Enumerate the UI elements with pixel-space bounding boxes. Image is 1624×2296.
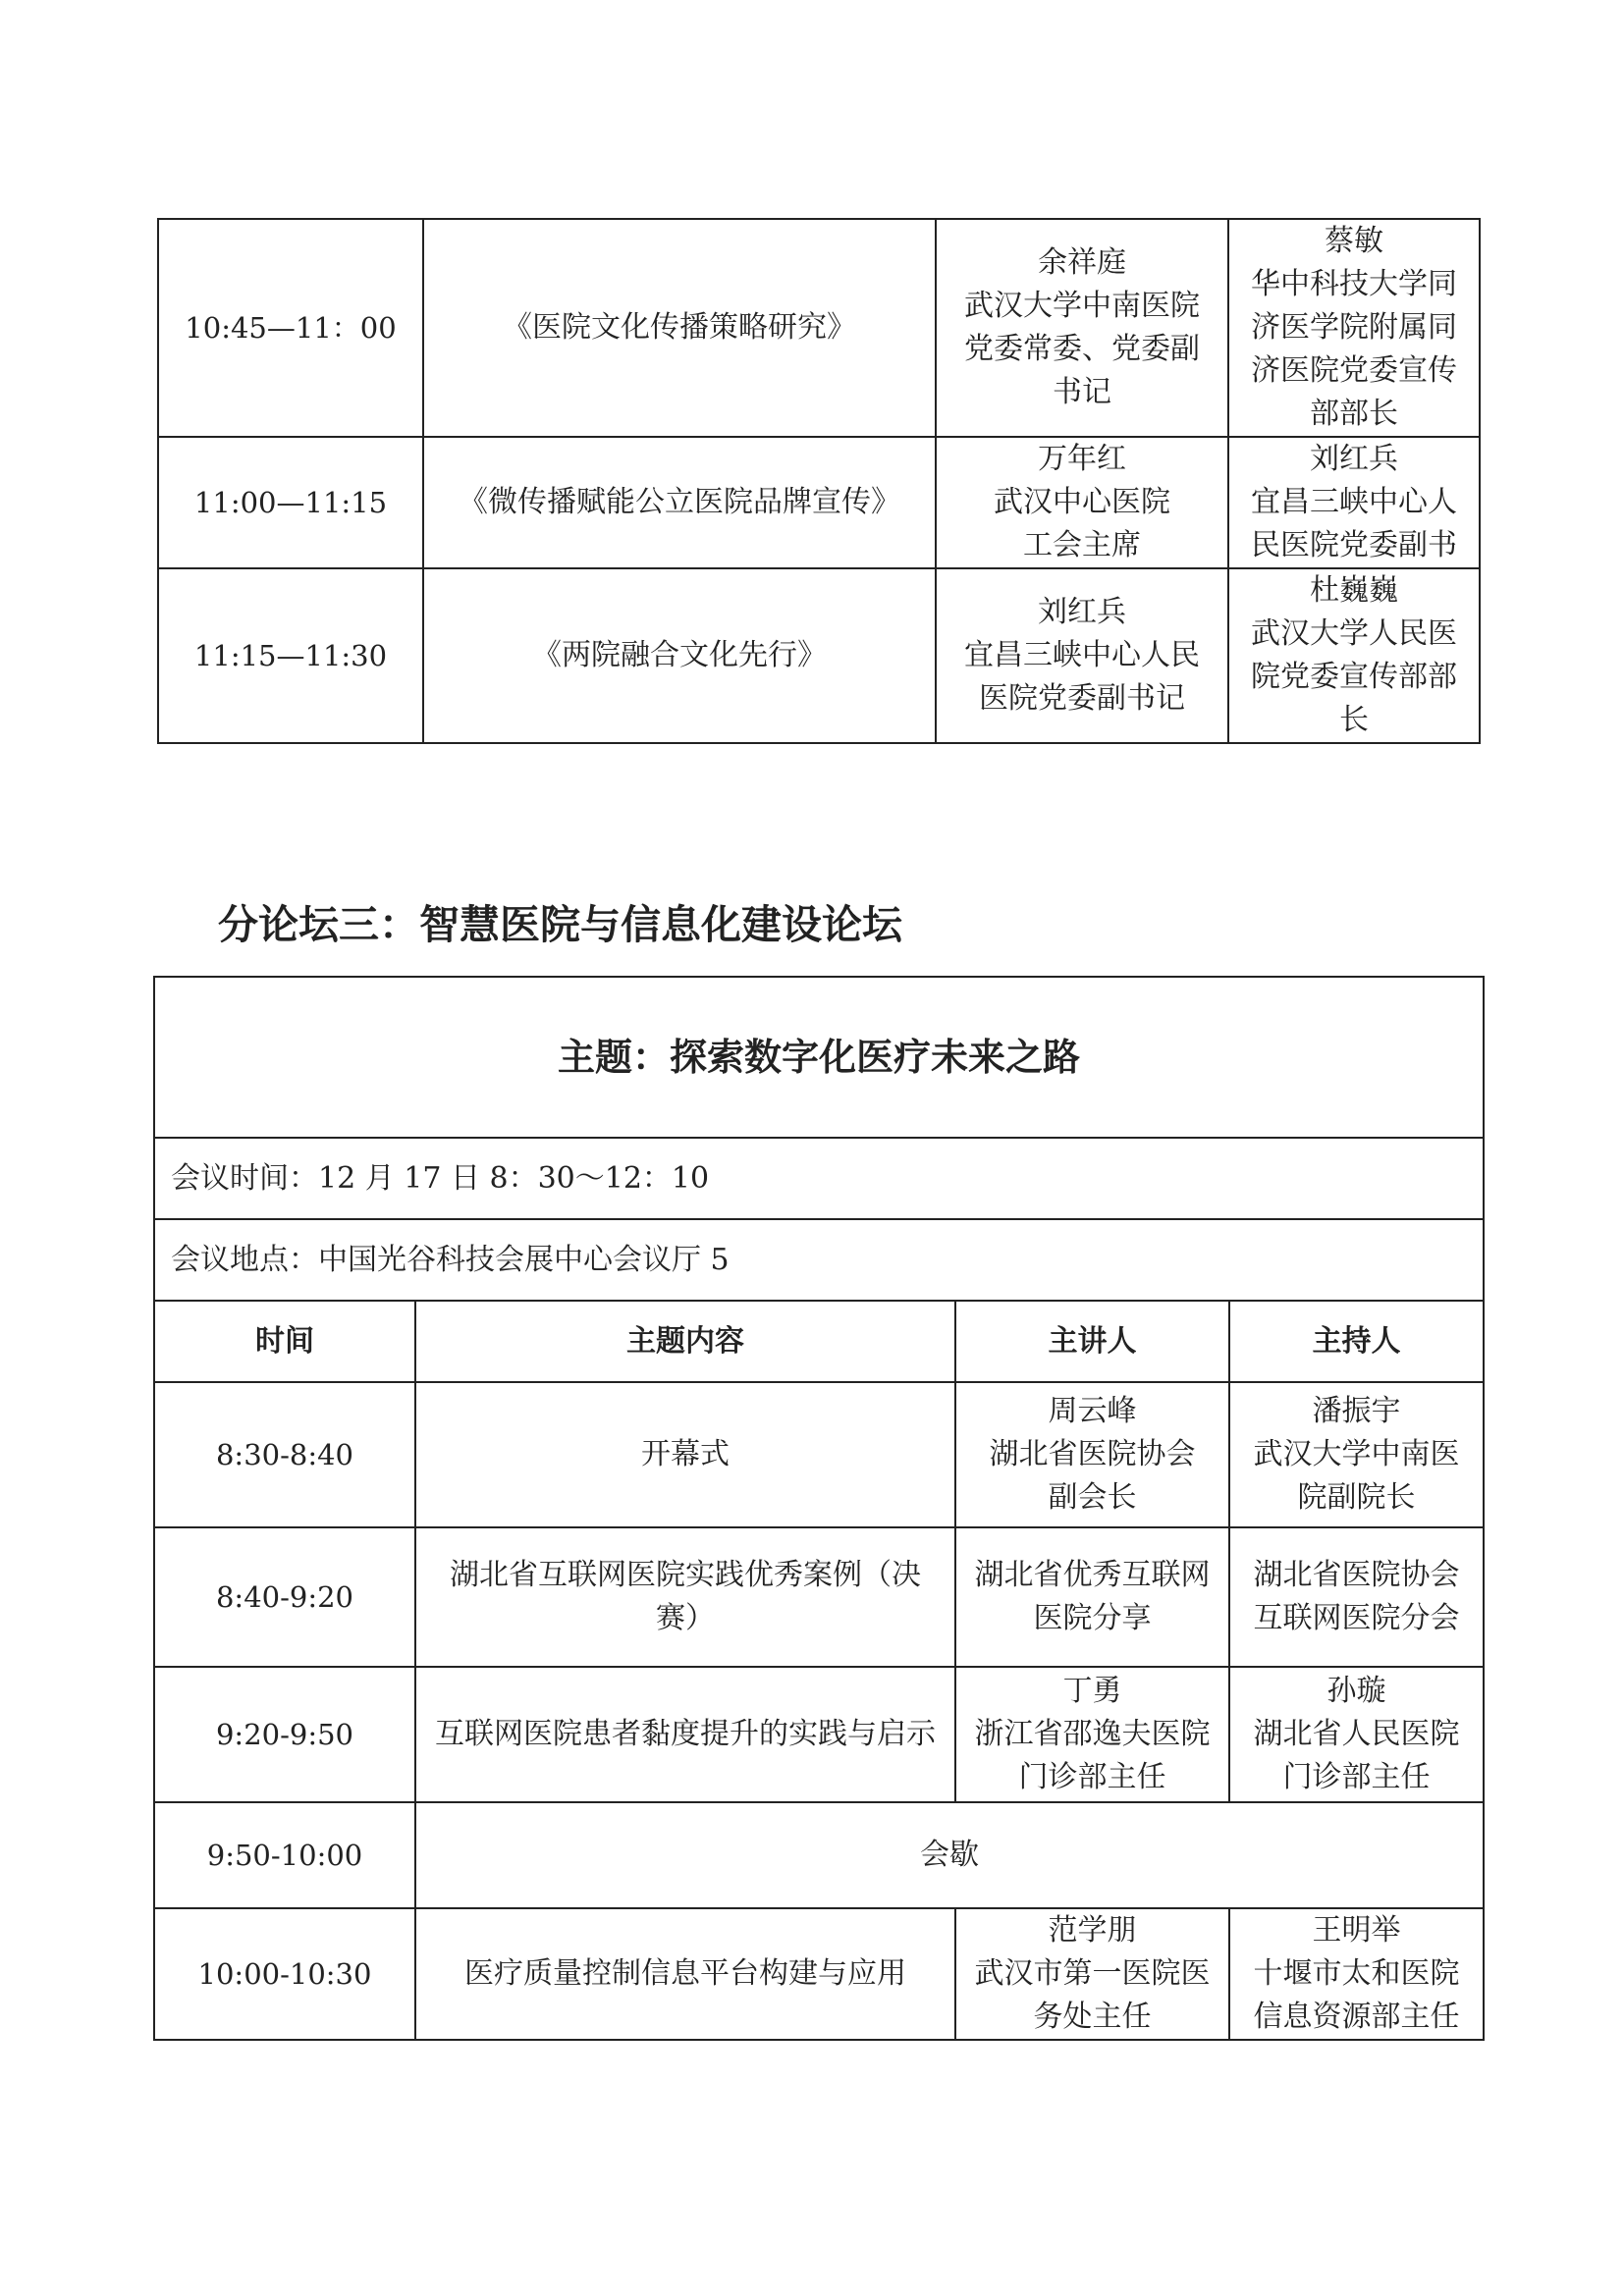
header-host: 主持人 [1229, 1301, 1484, 1382]
host-cell: 杜巍巍 武汉大学人民医 院党委宣传部部 长 [1228, 568, 1480, 743]
speaker-cell: 余祥庭 武汉大学中南医院 党委常委、党委副 书记 [936, 219, 1228, 437]
speaker-cell: 刘红兵 宜昌三峡中心人民 医院党委副书记 [936, 568, 1228, 743]
topic-cell: 医疗质量控制信息平台构建与应用 [415, 1908, 955, 2040]
time-cell: 10:45—11：00 [158, 219, 423, 437]
table-row [154, 1382, 1484, 1527]
time-cell: 11:00—11:15 [158, 437, 423, 568]
header-speaker: 主讲人 [955, 1301, 1229, 1382]
host-cell: 潘振宇 武汉大学中南医 院副院长 [1229, 1382, 1484, 1527]
host-cell: 孙璇 湖北省人民医院 门诊部主任 [1229, 1667, 1484, 1802]
time-cell: 8:30-8:40 [154, 1382, 415, 1527]
host-cell: 蔡敏 华中科技大学同 济医学院附属同 济医院党委宣传 部部长 [1228, 219, 1480, 437]
speaker-cell: 丁勇 浙江省邵逸夫医院 门诊部主任 [955, 1667, 1229, 1802]
break-label: 会歇 [415, 1802, 1484, 1908]
table-row [154, 1667, 1484, 1802]
header-topic: 主题内容 [415, 1301, 955, 1382]
table-row [154, 1908, 1484, 2040]
meeting-time-row [154, 1138, 1484, 1219]
topic-cell: 互联网医院患者黏度提升的实践与启示 [415, 1667, 955, 1802]
meeting-time: 会议时间：12 月 17 日 8：30～12：10 [154, 1138, 1484, 1219]
time-cell: 9:20-9:50 [154, 1667, 415, 1802]
topic-cell: 《两院融合文化先行》 [423, 568, 936, 743]
theme-title: 主题：探索数字化医疗未来之路 [154, 977, 1484, 1138]
theme-row [154, 977, 1484, 1138]
host-cell: 湖北省医院协会 互联网医院分会 [1229, 1527, 1484, 1667]
time-cell: 8:40-9:20 [154, 1527, 415, 1667]
speaker-cell: 湖北省优秀互联网 医院分享 [955, 1527, 1229, 1667]
host-cell: 王明举 十堰市太和医院 信息资源部主任 [1229, 1908, 1484, 2040]
forum-heading: 分论坛三：智慧医院与信息化建设论坛 [218, 901, 902, 948]
topic-cell: 开幕式 [415, 1382, 955, 1527]
table-row [158, 219, 1480, 437]
speaker-cell: 周云峰 湖北省医院协会 副会长 [955, 1382, 1229, 1527]
header-time: 时间 [154, 1301, 415, 1382]
speaker-cell: 万年红 武汉中心医院 工会主席 [936, 437, 1228, 568]
break-row [154, 1802, 1484, 1908]
host-cell: 刘红兵 宜昌三峡中心人 民医院党委副书 [1228, 437, 1480, 568]
break-time: 9:50-10:00 [154, 1802, 415, 1908]
meeting-place: 会议地点：中国光谷科技会展中心会议厅 5 [154, 1219, 1484, 1301]
time-cell: 10:00-10:30 [154, 1908, 415, 2040]
topic-cell: 《医院文化传播策略研究》 [423, 219, 936, 437]
table-row [158, 568, 1480, 743]
topic-cell: 《微传播赋能公立医院品牌宣传》 [423, 437, 936, 568]
time-cell: 11:15—11:30 [158, 568, 423, 743]
header-row [154, 1301, 1484, 1382]
table-row [158, 437, 1480, 568]
speaker-cell: 范学朋 武汉市第一医院医 务处主任 [955, 1908, 1229, 2040]
meeting-place-row [154, 1219, 1484, 1301]
table-row [154, 1527, 1484, 1667]
schedule-table-continued [157, 218, 1481, 744]
topic-cell: 湖北省互联网医院实践优秀案例（决 赛） [415, 1527, 955, 1667]
forum3-schedule-table [153, 976, 1485, 2041]
